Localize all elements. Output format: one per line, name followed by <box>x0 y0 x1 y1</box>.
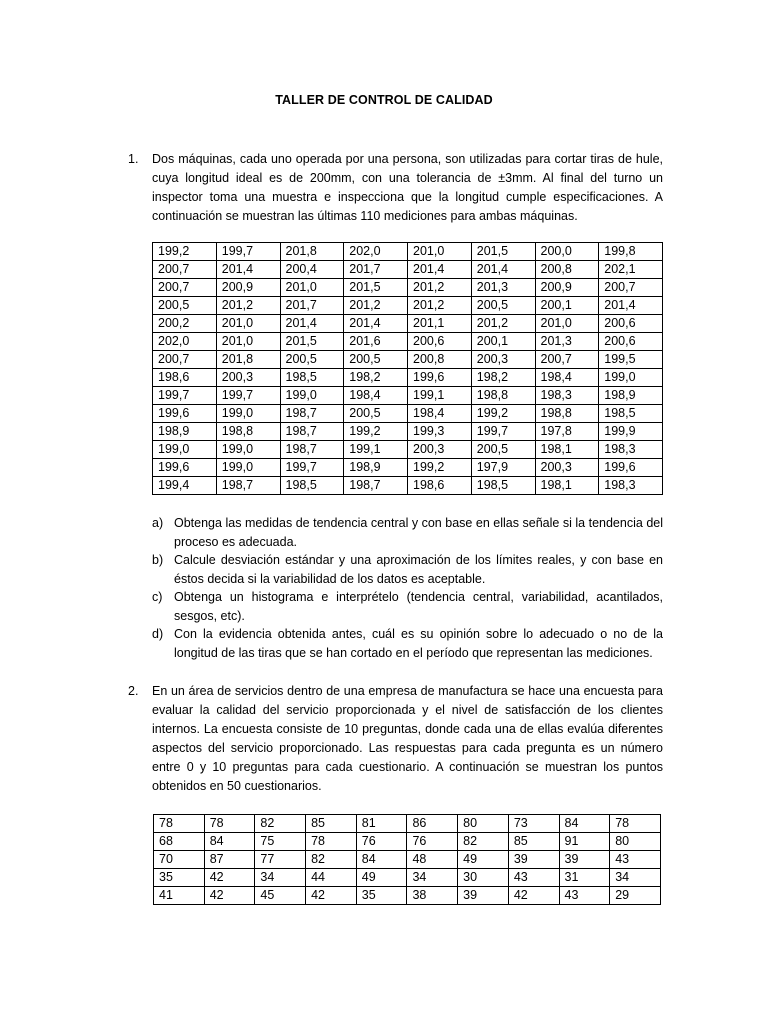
table-cell: 198,2 <box>471 369 535 387</box>
question-1-text: Dos máquinas, cada uno operada por una persona, son utilizadas para cortar tiras de hule, cuya longitud ideal es de 200mm, con una tolerancia de ±3mm. Al final del turno un inspector toma una muestra e inspecciona que la longitud cumple especificaciones. A continuación se muestran las últimas 110 mediciones para ambas máquinas. <box>152 152 663 223</box>
table-cell: 43 <box>559 887 610 905</box>
table-row <box>153 297 663 315</box>
table-cell: 201,2 <box>471 315 535 333</box>
table-cell: 201,2 <box>408 297 472 315</box>
table-cell: 200,7 <box>153 279 217 297</box>
table-cell: 198,6 <box>153 369 217 387</box>
table-row <box>153 279 663 297</box>
table-row <box>153 423 663 441</box>
table-cell: 202,1 <box>599 261 663 279</box>
table-cell: 199,0 <box>280 387 344 405</box>
table-cell: 200,3 <box>408 441 472 459</box>
table-cell: 198,7 <box>280 441 344 459</box>
table-cell: 198,7 <box>216 477 280 495</box>
table-cell: 201,0 <box>408 243 472 261</box>
table-cell: 84 <box>204 833 255 851</box>
subitem-label: a) <box>152 516 164 530</box>
table-cell: 199,8 <box>599 243 663 261</box>
table-cell: 201,7 <box>344 261 408 279</box>
table-cell: 200,9 <box>535 279 599 297</box>
table-cell: 49 <box>356 869 407 887</box>
table-cell: 199,9 <box>599 423 663 441</box>
table-cell: 198,7 <box>280 405 344 423</box>
table-cell: 198,4 <box>408 405 472 423</box>
table-cell: 81 <box>356 815 407 833</box>
table-cell: 200,3 <box>216 369 280 387</box>
subitem <box>152 588 663 625</box>
subitem-label: c) <box>152 590 163 604</box>
table-cell: 70 <box>154 851 205 869</box>
table-cell: 201,2 <box>216 297 280 315</box>
table-cell: 200,3 <box>471 351 535 369</box>
table-cell: 198,8 <box>216 423 280 441</box>
table-cell: 201,3 <box>535 333 599 351</box>
table-cell: 198,7 <box>344 477 408 495</box>
table-cell: 85 <box>508 833 559 851</box>
table-cell: 199,7 <box>153 387 217 405</box>
table-cell: 42 <box>306 887 357 905</box>
table-cell: 35 <box>356 887 407 905</box>
table-cell: 42 <box>508 887 559 905</box>
table-cell: 199,5 <box>599 351 663 369</box>
table-cell: 200,5 <box>344 351 408 369</box>
table-cell: 76 <box>407 833 458 851</box>
table-cell: 200,3 <box>535 459 599 477</box>
table-cell: 200,9 <box>216 279 280 297</box>
table-cell: 198,7 <box>280 423 344 441</box>
table-cell: 198,9 <box>599 387 663 405</box>
table-cell: 199,6 <box>153 459 217 477</box>
table-cell: 200,6 <box>599 315 663 333</box>
document-title: TALLER DE CONTROL DE CALIDAD <box>275 93 493 107</box>
table-cell: 42 <box>204 869 255 887</box>
subitem-label: b) <box>152 553 164 567</box>
table-cell: 201,5 <box>471 243 535 261</box>
table-cell: 30 <box>458 869 509 887</box>
table-cell: 200,7 <box>599 279 663 297</box>
table-cell: 41 <box>154 887 205 905</box>
table-cell: 80 <box>458 815 509 833</box>
table-cell: 199,6 <box>599 459 663 477</box>
table-cell: 43 <box>508 869 559 887</box>
table-cell: 34 <box>255 869 306 887</box>
table-cell: 78 <box>204 815 255 833</box>
table-cell: 199,0 <box>216 405 280 423</box>
subitem-text: Obtenga las medidas de tendencia central y con base en ellas señale si la tendencia del proceso es adecuada. <box>174 516 663 549</box>
table-cell: 201,4 <box>216 261 280 279</box>
subitem-text: Con la evidencia obtenida antes, cuál es su opinión sobre lo adecuado o no de la longitud de las tiras que se han cortado en el período que representan las mediciones. <box>174 627 663 660</box>
table-row <box>153 405 663 423</box>
table-row <box>154 869 661 887</box>
subitem-text: Obtenga un histograma e interprételo (tendencia central, variabilidad, acantilados, sesgos, etc). <box>174 590 663 623</box>
table-cell: 199,0 <box>216 441 280 459</box>
table-cell: 73 <box>508 815 559 833</box>
table-cell: 198,9 <box>153 423 217 441</box>
table-cell: 202,0 <box>344 243 408 261</box>
table-row <box>154 833 661 851</box>
table-cell: 82 <box>306 851 357 869</box>
table-cell: 200,1 <box>471 333 535 351</box>
table-cell: 200,5 <box>153 297 217 315</box>
table-cell: 200,1 <box>535 297 599 315</box>
table-cell: 78 <box>610 815 661 833</box>
table-cell: 201,8 <box>216 351 280 369</box>
subitem <box>152 514 663 551</box>
table-cell: 199,0 <box>153 441 217 459</box>
table-cell: 31 <box>559 869 610 887</box>
table-cell: 198,1 <box>535 441 599 459</box>
subitem <box>152 625 663 662</box>
table-cell: 199,3 <box>408 423 472 441</box>
table-cell: 199,7 <box>216 387 280 405</box>
table-cell: 201,4 <box>344 315 408 333</box>
table-cell: 39 <box>458 887 509 905</box>
table-cell: 201,4 <box>408 261 472 279</box>
table-cell: 77 <box>255 851 306 869</box>
table-cell: 199,2 <box>408 459 472 477</box>
table-cell: 198,5 <box>471 477 535 495</box>
table-cell: 197,8 <box>535 423 599 441</box>
table-row <box>153 441 663 459</box>
table-row <box>153 477 663 495</box>
table-cell: 35 <box>154 869 205 887</box>
table-row <box>153 261 663 279</box>
table-cell: 85 <box>306 815 357 833</box>
table-cell: 201,3 <box>471 279 535 297</box>
table-cell: 198,2 <box>344 369 408 387</box>
table-cell: 198,4 <box>535 369 599 387</box>
table-cell: 200,4 <box>280 261 344 279</box>
table-cell: 201,2 <box>408 279 472 297</box>
question-2 <box>128 682 663 796</box>
table-cell: 200,0 <box>535 243 599 261</box>
table-cell: 39 <box>559 851 610 869</box>
table-cell: 198,3 <box>599 441 663 459</box>
table-cell: 200,7 <box>153 351 217 369</box>
table-cell: 199,1 <box>344 441 408 459</box>
table-cell: 201,0 <box>280 279 344 297</box>
table-cell: 202,0 <box>153 333 217 351</box>
table-cell: 198,8 <box>535 405 599 423</box>
question-2-text: En un área de servicios dentro de una empresa de manufactura se hace una encuesta para evaluar la calidad del servicio proporcionada y el nivel de satisfacción de los clientes internos. La encuesta consiste de 10 preguntas, donde cada una de ellas evalúa diferentes aspectos del servicio proporcionado. Las respuestas para cada pregunta es un número entre 0 y 10 preguntas para cada cuestionario. A continuación se muestran los puntos obtenidos en 50 cuestionarios. <box>152 684 663 793</box>
table-cell: 48 <box>407 851 458 869</box>
table-row <box>153 387 663 405</box>
survey-scores-table <box>153 814 661 905</box>
question-2-number: 2. <box>128 684 139 698</box>
table-cell: 201,4 <box>599 297 663 315</box>
table-cell: 78 <box>154 815 205 833</box>
table-cell: 200,5 <box>344 405 408 423</box>
table-cell: 198,8 <box>471 387 535 405</box>
table-row <box>153 459 663 477</box>
table-cell: 199,1 <box>408 387 472 405</box>
table-cell: 200,5 <box>471 297 535 315</box>
table-cell: 201,6 <box>344 333 408 351</box>
table-cell: 80 <box>610 833 661 851</box>
table-cell: 199,0 <box>216 459 280 477</box>
table-row <box>153 333 663 351</box>
table-cell: 198,1 <box>535 477 599 495</box>
table-cell: 200,6 <box>408 333 472 351</box>
subitem-label: d) <box>152 627 164 641</box>
question-1-number: 1. <box>128 152 139 166</box>
table-cell: 199,6 <box>153 405 217 423</box>
question-1 <box>128 150 663 226</box>
table-cell: 200,8 <box>535 261 599 279</box>
table-cell: 198,3 <box>535 387 599 405</box>
table-row <box>153 351 663 369</box>
table-cell: 34 <box>610 869 661 887</box>
table-cell: 199,7 <box>471 423 535 441</box>
table-cell: 75 <box>255 833 306 851</box>
table-cell: 82 <box>458 833 509 851</box>
table-cell: 199,0 <box>599 369 663 387</box>
measurements-table <box>152 242 663 495</box>
table-cell: 84 <box>559 815 610 833</box>
table-cell: 197,9 <box>471 459 535 477</box>
table-cell: 201,5 <box>280 333 344 351</box>
table-cell: 199,7 <box>216 243 280 261</box>
table-cell: 34 <box>407 869 458 887</box>
table-cell: 198,3 <box>599 477 663 495</box>
table-cell: 198,4 <box>344 387 408 405</box>
subitem-text: Calcule desviación estándar y una aproximación de los límites reales, y con base en éstos decida si la variabilidad de los datos es aceptable. <box>174 553 663 586</box>
table-cell: 201,8 <box>280 243 344 261</box>
table-cell: 200,6 <box>599 333 663 351</box>
table-row <box>154 887 661 905</box>
question-1-subitems <box>152 514 663 662</box>
table-cell: 199,2 <box>344 423 408 441</box>
table-cell: 38 <box>407 887 458 905</box>
table-cell: 91 <box>559 833 610 851</box>
table-cell: 201,7 <box>280 297 344 315</box>
table-cell: 82 <box>255 815 306 833</box>
table-cell: 198,5 <box>280 477 344 495</box>
table-cell: 199,2 <box>153 243 217 261</box>
table-cell: 198,6 <box>408 477 472 495</box>
table-cell: 201,0 <box>216 315 280 333</box>
table-row <box>153 369 663 387</box>
table-row <box>154 815 661 833</box>
table-cell: 29 <box>610 887 661 905</box>
table-cell: 200,8 <box>408 351 472 369</box>
table-cell: 201,2 <box>344 297 408 315</box>
table-cell: 198,5 <box>280 369 344 387</box>
table-cell: 84 <box>356 851 407 869</box>
table-cell: 201,5 <box>344 279 408 297</box>
table-cell: 86 <box>407 815 458 833</box>
table-cell: 44 <box>306 869 357 887</box>
table-cell: 49 <box>458 851 509 869</box>
table-cell: 42 <box>204 887 255 905</box>
table-cell: 87 <box>204 851 255 869</box>
table-cell: 198,5 <box>599 405 663 423</box>
table-cell: 200,2 <box>153 315 217 333</box>
table-cell: 201,4 <box>280 315 344 333</box>
table-cell: 43 <box>610 851 661 869</box>
table-cell: 199,6 <box>408 369 472 387</box>
table-cell: 39 <box>508 851 559 869</box>
table-cell: 68 <box>154 833 205 851</box>
subitem <box>152 551 663 588</box>
table-cell: 201,0 <box>535 315 599 333</box>
table-cell: 200,7 <box>153 261 217 279</box>
table-cell: 200,5 <box>280 351 344 369</box>
table-cell: 201,0 <box>216 333 280 351</box>
table-row <box>153 243 663 261</box>
table-cell: 199,4 <box>153 477 217 495</box>
table-cell: 199,2 <box>471 405 535 423</box>
table-cell: 198,9 <box>344 459 408 477</box>
table-cell: 45 <box>255 887 306 905</box>
table-cell: 199,7 <box>280 459 344 477</box>
table-cell: 76 <box>356 833 407 851</box>
table-row <box>153 315 663 333</box>
table-cell: 78 <box>306 833 357 851</box>
table-cell: 200,7 <box>535 351 599 369</box>
table-cell: 200,5 <box>471 441 535 459</box>
table-cell: 201,1 <box>408 315 472 333</box>
table-cell: 201,4 <box>471 261 535 279</box>
table-row <box>154 851 661 869</box>
